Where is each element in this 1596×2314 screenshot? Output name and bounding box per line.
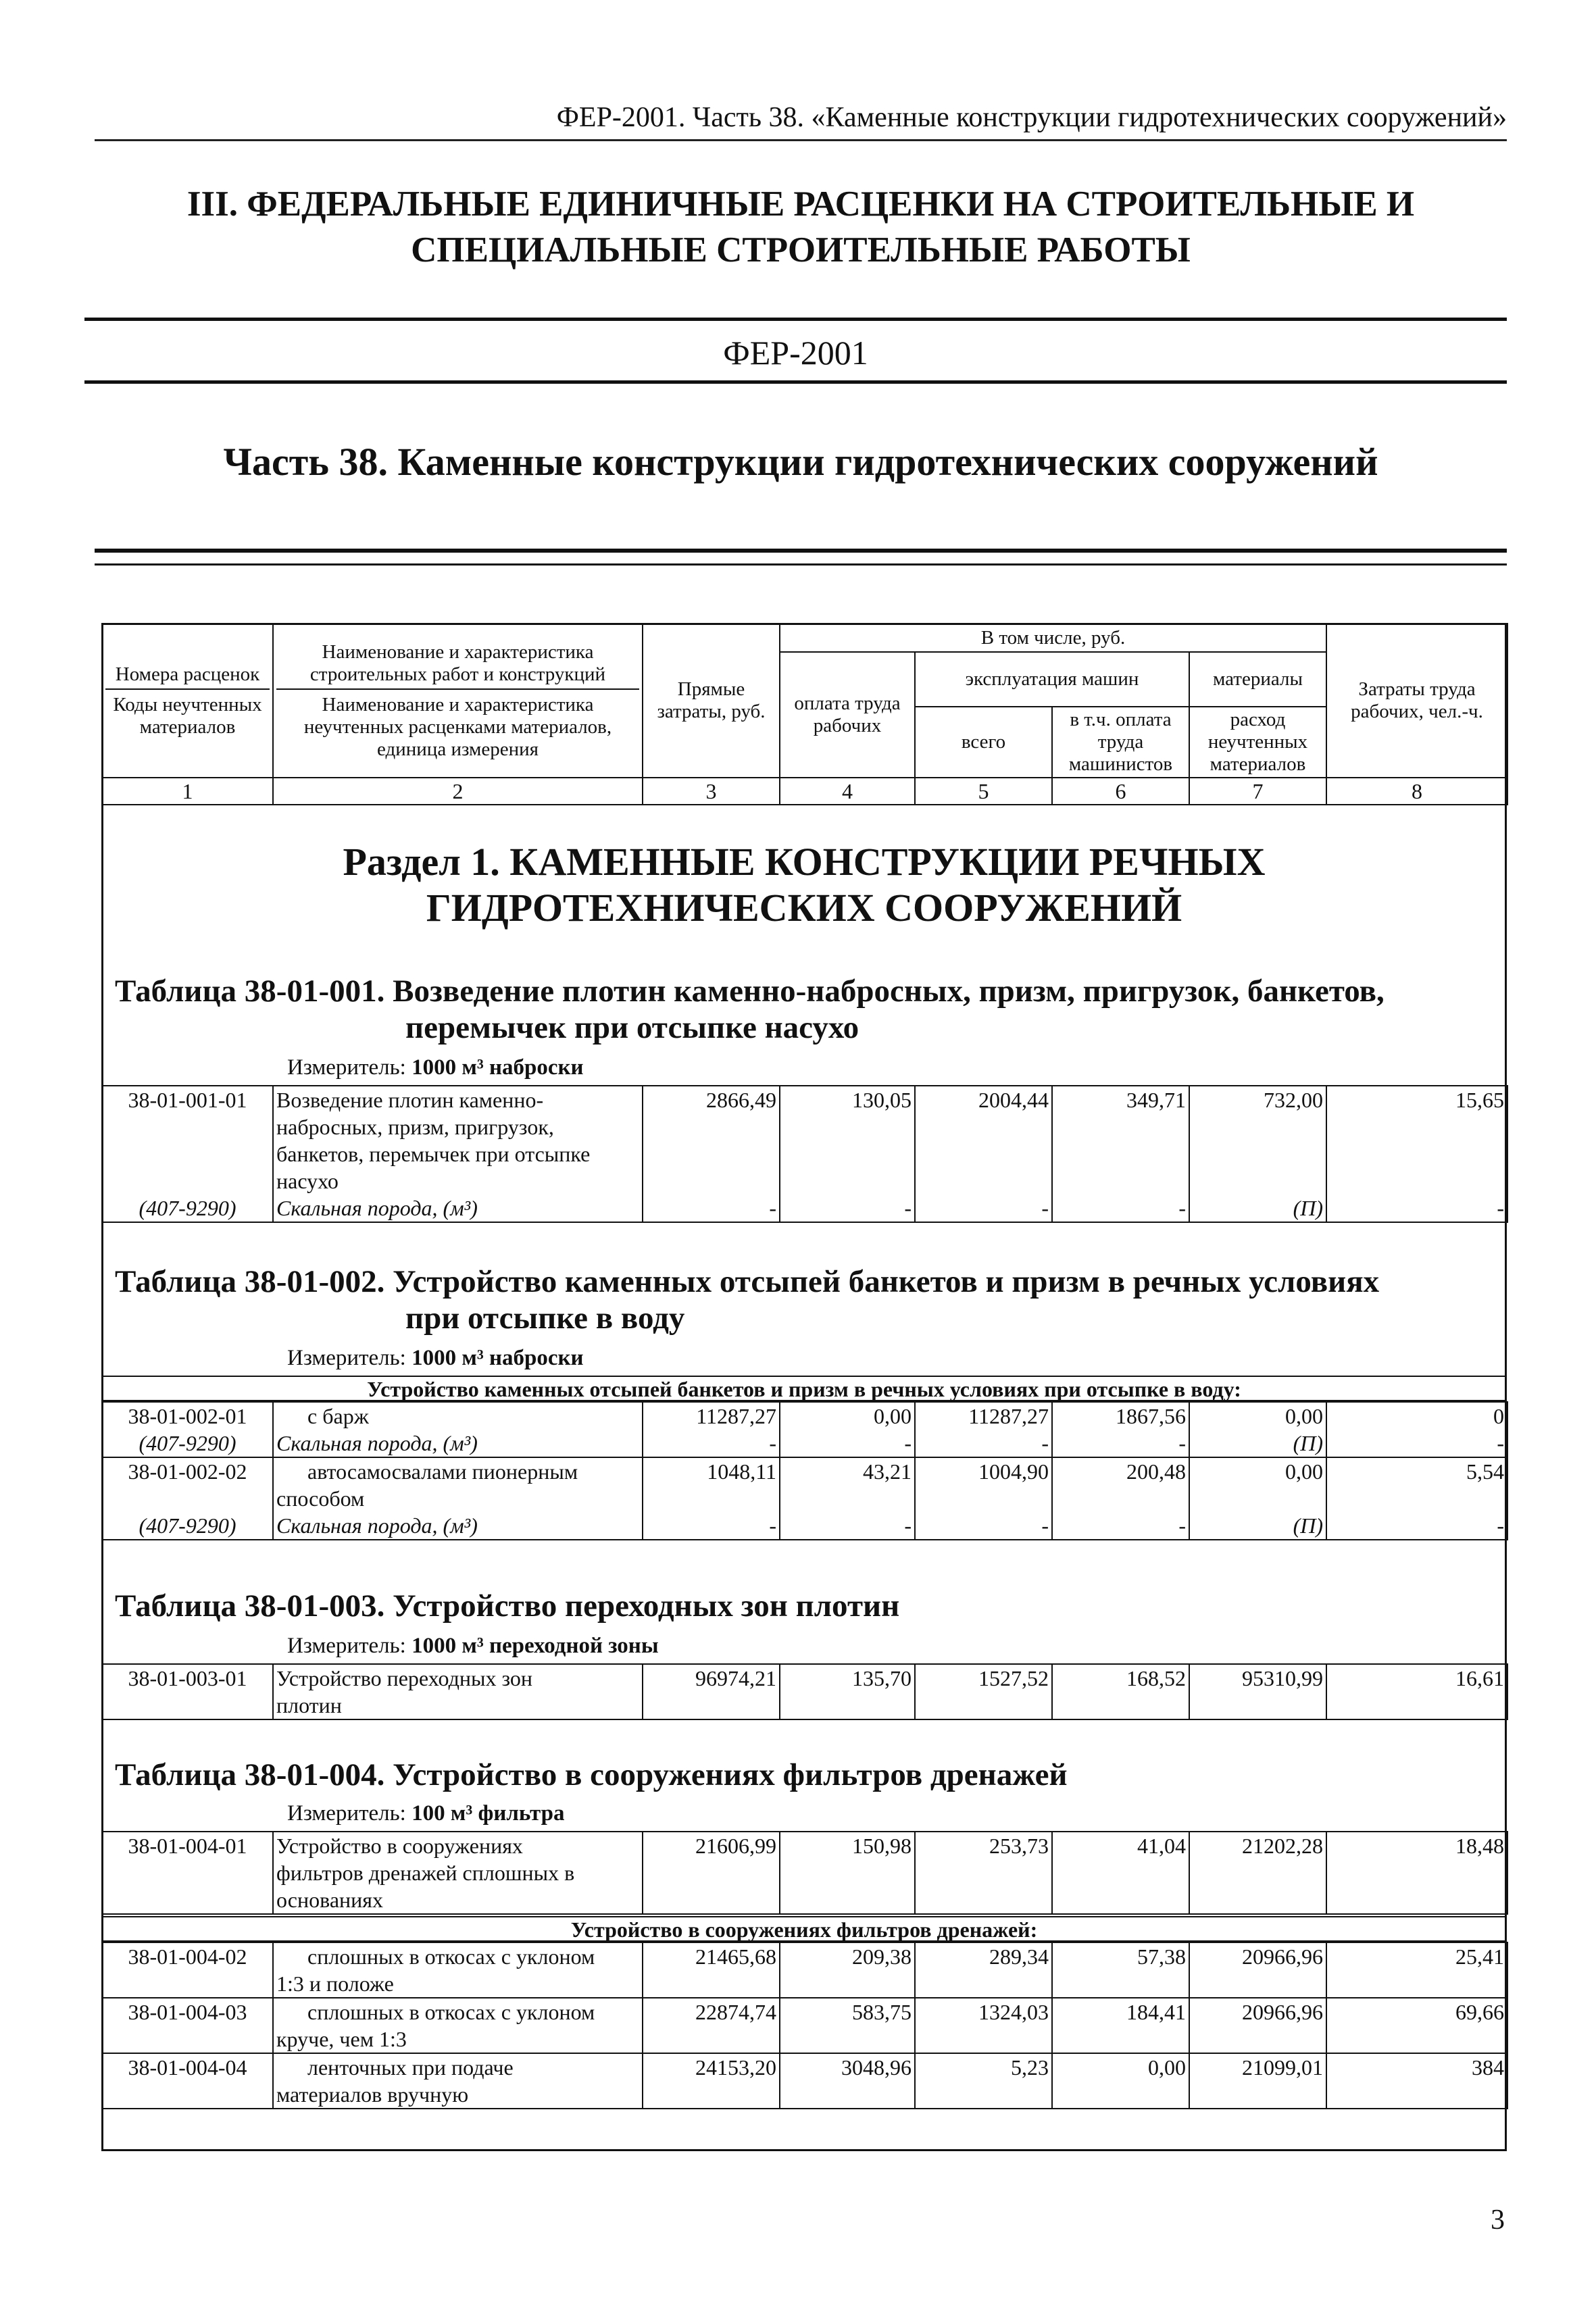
- header-label: в т.ч. оплата труда машинистов: [1052, 707, 1189, 778]
- material-costs: 21099,01: [1189, 2053, 1326, 2109]
- divider: [84, 380, 1507, 384]
- labor-hours: 16,61: [1326, 1664, 1507, 1719]
- table-title: [115, 973, 1493, 1046]
- standard-code: ФЕР-2001: [723, 334, 868, 372]
- rate-name-line: материалов вручную: [276, 2082, 469, 2107]
- column-number: 2: [273, 778, 643, 805]
- header-label: материалы: [1189, 652, 1326, 707]
- machine-costs: 11287,27: [915, 1402, 1052, 1430]
- rate-code: 38-01-002-02: [102, 1457, 273, 1512]
- material-costs: 0,00: [1189, 1402, 1326, 1430]
- table-row: [102, 1664, 1507, 1719]
- labor-pay: 150,98: [780, 1832, 915, 1914]
- header-label: В том числе, руб.: [780, 624, 1326, 652]
- material-costs: 732,00: [1189, 1086, 1326, 1194]
- material-costs: 0,00: [1189, 1457, 1326, 1512]
- rate-name-line: сплошных в откосах с уклоном: [307, 1944, 595, 1969]
- rate-code: 38-01-004-04: [102, 2053, 273, 2109]
- direct-costs: 21465,68: [643, 1942, 780, 1998]
- unit-label: Измеритель:: [287, 1346, 406, 1370]
- material-value: -: [1326, 1512, 1507, 1540]
- main-title-line: III. ФЕДЕРАЛЬНЫЕ ЕДИНИЧНЫЕ РАСЦЕНКИ НА СТРОИТЕЛЬНЫЕ И: [186, 184, 1415, 224]
- labor-hours: 5,54: [1326, 1457, 1507, 1512]
- rates-table: [101, 1831, 1508, 1915]
- rate-name: [273, 1664, 643, 1719]
- rate-name-line: Возведение плотин каменно-: [276, 1088, 544, 1112]
- labor-pay: 0,00: [780, 1402, 915, 1430]
- unit-line: [287, 1634, 659, 1659]
- rate-name-line: набросных, призм, пригрузок,: [276, 1115, 554, 1139]
- material-value: -: [1052, 1512, 1189, 1540]
- table-title-cont: при отсыпке в воду: [405, 1301, 685, 1336]
- unit-value: 1000 м³ наброски: [412, 1055, 584, 1080]
- rate-name: [273, 1998, 643, 2053]
- material-value: -: [780, 1512, 915, 1540]
- rate-code: 38-01-004-02: [102, 1942, 273, 1998]
- main-title: [95, 181, 1507, 273]
- table-row: [102, 1942, 1507, 1998]
- column-number: 6: [1052, 778, 1189, 805]
- rate-name: [273, 1832, 643, 1914]
- table-title-text: Таблица 38-01-004. Устройство в сооружениях фильтров дренажей: [115, 1757, 1068, 1792]
- material-value: -: [1052, 1430, 1189, 1457]
- rate-name: [273, 1086, 643, 1194]
- header-label: Наименование и характеристика неучтенных расценками материалов, единица измерения: [276, 688, 639, 761]
- direct-costs: 22874,74: [643, 1998, 780, 2053]
- unit-label: Измеритель:: [287, 1634, 406, 1658]
- operator-pay: 168,52: [1052, 1664, 1189, 1719]
- table-title: [115, 1263, 1493, 1336]
- section-title-line: ГИДРОТЕХНИЧЕСКИХ СООРУЖЕНИЙ: [426, 886, 1182, 930]
- rate-code: 38-01-003-01: [102, 1664, 273, 1719]
- column-number: 7: [1189, 778, 1326, 805]
- material-value: -: [915, 1512, 1052, 1540]
- material-value: -: [915, 1430, 1052, 1457]
- rate-name-line: основаниях: [276, 1888, 383, 1912]
- labor-hours: 15,65: [1326, 1086, 1507, 1194]
- labor-pay: 43,21: [780, 1457, 915, 1512]
- operator-pay: 1867,56: [1052, 1402, 1189, 1430]
- column-number: 1: [102, 778, 273, 805]
- labor-hours: 0: [1326, 1402, 1507, 1430]
- labor-pay: 3048,96: [780, 2053, 915, 2109]
- unit-label: Измеритель:: [287, 1801, 406, 1826]
- machine-costs: 5,23: [915, 2053, 1052, 2109]
- machine-costs: 253,73: [915, 1832, 1052, 1914]
- table-title: [115, 1588, 1493, 1624]
- material-row: [102, 1512, 1507, 1540]
- material-code: (407-9290): [102, 1512, 273, 1540]
- labor-pay: 135,70: [780, 1664, 915, 1719]
- material-value: -: [780, 1430, 915, 1457]
- operator-pay: 57,38: [1052, 1942, 1189, 1998]
- column-number: 3: [643, 778, 780, 805]
- material-costs: 21202,28: [1189, 1832, 1326, 1914]
- rates-table: [101, 1085, 1508, 1223]
- rates-table: [101, 1942, 1508, 2109]
- rates-table: [101, 1401, 1508, 1540]
- divider: [95, 549, 1507, 565]
- running-head: ФЕР-2001. Часть 38. «Каменные конструкции гидротехнических сооружений»: [95, 101, 1507, 141]
- table-title-text: Таблица 38-01-002. Устройство каменных отсыпей банкетов и призм в речных условиях: [115, 1264, 1380, 1299]
- machine-costs: 1324,03: [915, 1998, 1052, 2053]
- table-row: [102, 2053, 1507, 2109]
- material-code: (407-9290): [102, 1430, 273, 1457]
- rate-name-line: 1:3 и положе: [276, 1971, 394, 1996]
- column-number: 4: [780, 778, 915, 805]
- material-code: (407-9290): [102, 1194, 273, 1222]
- direct-costs: 96974,21: [643, 1664, 780, 1719]
- header-label: Затраты труда рабочих, чел.-ч.: [1326, 624, 1507, 778]
- operator-pay: 200,48: [1052, 1457, 1189, 1512]
- section-title-line: Раздел 1. КАМЕННЫЕ КОНСТРУКЦИИ РЕЧНЫХ: [343, 840, 1266, 884]
- labor-pay: 583,75: [780, 1998, 915, 2053]
- rate-code: 38-01-001-01: [102, 1086, 273, 1194]
- material-value: -: [643, 1194, 780, 1222]
- labor-pay: 209,38: [780, 1942, 915, 1998]
- operator-pay: 349,71: [1052, 1086, 1189, 1194]
- rate-name: с барж: [273, 1402, 643, 1430]
- material-name: Скальная порода, (м³): [273, 1194, 643, 1222]
- table-header: [101, 623, 1508, 805]
- table-title-text: Таблица 38-01-003. Устройство переходных зон плотин: [115, 1588, 900, 1624]
- rate-name-line: способом: [276, 1486, 365, 1511]
- unit-value: 100 м³ фильтра: [412, 1801, 565, 1826]
- header-label: Коды неучтенных материалов: [105, 688, 270, 738]
- material-value: -: [1326, 1194, 1507, 1222]
- header-names: [273, 624, 643, 778]
- table-title-cont: перемычек при отсыпке насухо: [405, 1010, 859, 1045]
- rate-name: [273, 1942, 643, 1998]
- standard-band: [84, 318, 1507, 384]
- operator-pay: 0,00: [1052, 2053, 1189, 2109]
- column-number: 5: [915, 778, 1052, 805]
- header-codes: [102, 624, 273, 778]
- machine-costs: 2004,44: [915, 1086, 1052, 1194]
- table-title-text: Таблица 38-01-001. Возведение плотин каменно-набросных, призм, пригрузок, банкетов,: [115, 974, 1385, 1009]
- table-row: [102, 1457, 1507, 1512]
- machine-costs: 1527,52: [915, 1664, 1052, 1719]
- rate-code: 38-01-004-01: [102, 1832, 273, 1914]
- table-row: [102, 1832, 1507, 1914]
- header-label: расход неучтенных материалов: [1189, 707, 1326, 778]
- material-value: (П): [1189, 1512, 1326, 1540]
- operator-pay: 41,04: [1052, 1832, 1189, 1914]
- rate-name-line: банкетов, перемычек при отсыпке: [276, 1142, 591, 1166]
- labor-pay: 130,05: [780, 1086, 915, 1194]
- unit-value: 1000 м³ переходной зоны: [412, 1634, 659, 1658]
- direct-costs: 21606,99: [643, 1832, 780, 1914]
- material-row: [102, 1430, 1507, 1457]
- section-title: [101, 839, 1507, 931]
- material-costs: 20966,96: [1189, 1942, 1326, 1998]
- machine-costs: 1004,90: [915, 1457, 1052, 1512]
- machine-costs: 289,34: [915, 1942, 1052, 1998]
- rate-code: 38-01-002-01: [102, 1402, 273, 1430]
- labor-hours: 384: [1326, 2053, 1507, 2109]
- material-value: -: [1052, 1194, 1189, 1222]
- direct-costs: 2866,49: [643, 1086, 780, 1194]
- main-title-line: СПЕЦИАЛЬНЫЕ СТРОИТЕЛЬНЫЕ РАБОТЫ: [411, 230, 1191, 270]
- part-title: Часть 38. Каменные конструкции гидротехнических сооружений: [223, 440, 1378, 484]
- unit-line: [287, 1055, 584, 1080]
- rate-name-line: насухо: [276, 1169, 339, 1193]
- header-label: оплата труда рабочих: [780, 652, 915, 778]
- group-heading: Устройство каменных отсыпей банкетов и призм в речных условиях при отсыпке в воду:: [101, 1376, 1507, 1401]
- material-name: Скальная порода, (м³): [273, 1430, 643, 1457]
- direct-costs: 24153,20: [643, 2053, 780, 2109]
- material-row: [102, 1194, 1507, 1222]
- labor-hours: 25,41: [1326, 1942, 1507, 1998]
- table-title: [115, 1757, 1493, 1793]
- rate-name-line: фильтров дренажей сплошных в: [276, 1861, 575, 1885]
- material-value: -: [780, 1194, 915, 1222]
- header-label: всего: [915, 707, 1052, 778]
- unit-line: [287, 1801, 565, 1826]
- header-label: Наименование и характеристика строительных работ и конструкций: [309, 640, 606, 685]
- material-value: -: [1326, 1430, 1507, 1457]
- header-label: Номера расценок: [115, 663, 260, 685]
- rate-name: [273, 1457, 643, 1512]
- direct-costs: 11287,27: [643, 1402, 780, 1430]
- rate-code: 38-01-004-03: [102, 1998, 273, 2053]
- rate-name: [273, 2053, 643, 2109]
- table-row: [102, 1998, 1507, 2053]
- rate-name-line: автосамосвалами пионерным: [307, 1459, 578, 1484]
- direct-costs: 1048,11: [643, 1457, 780, 1512]
- table-row: [102, 1402, 1507, 1430]
- page-number: 3: [1491, 2205, 1505, 2236]
- material-value: (П): [1189, 1430, 1326, 1457]
- header-label: Прямые затраты, руб.: [643, 624, 780, 778]
- rate-name-line: Устройство в сооружениях: [276, 1834, 523, 1858]
- unit-line: [287, 1346, 584, 1371]
- rate-name-line: плотин: [276, 1693, 342, 1717]
- rate-name-line: круче, чем 1:3: [276, 2027, 407, 2051]
- rates-table: [101, 1663, 1508, 1720]
- material-costs: 95310,99: [1189, 1664, 1326, 1719]
- material-value: -: [643, 1430, 780, 1457]
- unit-value: 1000 м³ наброски: [412, 1346, 584, 1370]
- labor-hours: 69,66: [1326, 1998, 1507, 2053]
- material-value: (П): [1189, 1194, 1326, 1222]
- rate-name-line: ленточных при подаче: [307, 2055, 514, 2080]
- group-heading: Устройство в сооружениях фильтров дренажей:: [101, 1916, 1507, 1942]
- material-costs: 20966,96: [1189, 1998, 1326, 2053]
- header-label: эксплуатация машин: [915, 652, 1189, 707]
- material-value: -: [915, 1194, 1052, 1222]
- material-name: Скальная порода, (м³): [273, 1512, 643, 1540]
- operator-pay: 184,41: [1052, 1998, 1189, 2053]
- rate-name-line: сплошных в откосах с уклоном: [307, 2000, 595, 2024]
- column-number: 8: [1326, 778, 1507, 805]
- table-row: [102, 1086, 1507, 1194]
- unit-label: Измеритель:: [287, 1055, 406, 1080]
- rate-name-line: Устройство переходных зон: [276, 1666, 533, 1690]
- labor-hours: 18,48: [1326, 1832, 1507, 1914]
- material-value: -: [643, 1512, 780, 1540]
